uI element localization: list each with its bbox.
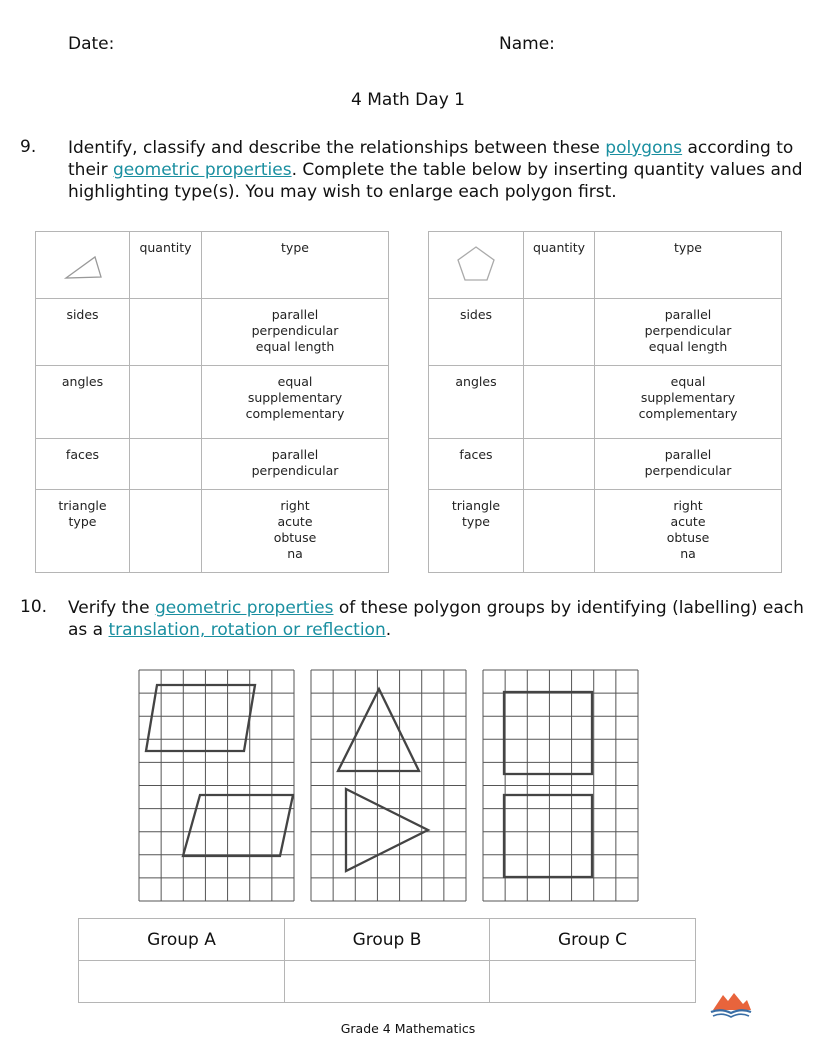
parallelogram-top	[146, 685, 255, 751]
quantity-input-triangle-type[interactable]	[130, 490, 202, 573]
question-9-number: 9.	[20, 137, 37, 157]
geometric-properties-link[interactable]: geometric properties	[113, 160, 292, 180]
row-label-angles: angles	[36, 366, 130, 439]
type-options-angles[interactable]: equal supplementary complementary	[595, 366, 782, 439]
rectangle-top	[504, 692, 592, 774]
polygons-link[interactable]: polygons	[605, 138, 683, 158]
type-header: type	[595, 232, 782, 299]
row-label-triangle-type: triangle type	[429, 490, 524, 573]
quantity-input-angles[interactable]	[524, 366, 595, 439]
triangle-bottom	[346, 789, 428, 871]
property-table-triangle	[35, 231, 389, 573]
row-label-angles: angles	[429, 366, 524, 439]
type-options-faces[interactable]: parallel perpendicular	[202, 439, 389, 490]
type-options-faces[interactable]: parallel perpendicular	[595, 439, 782, 490]
mountain-logo-icon	[709, 990, 753, 1020]
parallelogram-bottom	[183, 795, 293, 856]
quantity-input-triangle-type[interactable]	[524, 490, 595, 573]
quantity-input-sides[interactable]	[130, 299, 202, 366]
geometric-properties-link[interactable]: geometric properties	[154, 598, 334, 618]
type-options-sides[interactable]: parallel perpendicular equal length	[202, 299, 389, 366]
pentagon-icon	[451, 240, 501, 286]
row-label-faces: faces	[429, 439, 524, 490]
group-c-header: Group C	[490, 919, 696, 961]
name-label: Name:	[499, 34, 555, 54]
type-options-triangle-type[interactable]: right acute obtuse na	[595, 490, 782, 573]
group-answer-table	[78, 918, 696, 1003]
type-options-triangle-type[interactable]: right acute obtuse na	[202, 490, 389, 573]
transformations-link[interactable]: translation, rotation or reflection	[108, 620, 386, 640]
quantity-input-sides[interactable]	[524, 299, 595, 366]
type-options-sides[interactable]: parallel perpendicular equal length	[595, 299, 782, 366]
type-header: type	[202, 232, 389, 299]
quantity-input-angles[interactable]	[130, 366, 202, 439]
triangle-top	[338, 689, 419, 771]
type-options-angles[interactable]: equal supplementary complementary	[202, 366, 389, 439]
shape-cell	[36, 232, 130, 299]
quantity-header: quantity	[130, 232, 202, 299]
row-label-sides: sides	[36, 299, 130, 366]
group-a-answer-cell[interactable]	[79, 961, 285, 1003]
rectangle-bottom	[504, 795, 592, 877]
group-b-header: Group B	[285, 919, 490, 961]
grid-group-a	[138, 669, 295, 902]
row-label-triangle-type: triangle type	[36, 490, 130, 573]
grid-group-c	[482, 669, 639, 902]
footer-text: Grade 4 Mathematics	[340, 1021, 476, 1036]
quantity-input-faces[interactable]	[524, 439, 595, 490]
quantity-input-faces[interactable]	[130, 439, 202, 490]
group-c-answer-cell[interactable]	[490, 961, 696, 1003]
row-label-faces: faces	[36, 439, 130, 490]
date-label: Date:	[68, 34, 115, 54]
question-10-text: Verify the geometric properties of these polygon groups by identifying (labelling) each as a translation, rotation or reflection.	[68, 598, 804, 640]
quantity-header: quantity	[524, 232, 595, 299]
property-table-pentagon	[428, 231, 782, 573]
group-a-header: Group A	[79, 919, 285, 961]
question-10-number: 10.	[20, 597, 48, 617]
grid-group-b	[310, 669, 467, 902]
triangle-icon	[58, 240, 108, 286]
page-title: 4 Math Day 1	[351, 90, 465, 110]
row-label-sides: sides	[429, 299, 524, 366]
shape-cell	[429, 232, 524, 299]
group-b-answer-cell[interactable]	[285, 961, 490, 1003]
question-9-text: Identify, classify and describe the relationships between these polygons according to their geometric properties. Complete the table below by inserting quantity values and highlighting type(s). You may wish to enlarge each polygon first.	[68, 138, 803, 202]
